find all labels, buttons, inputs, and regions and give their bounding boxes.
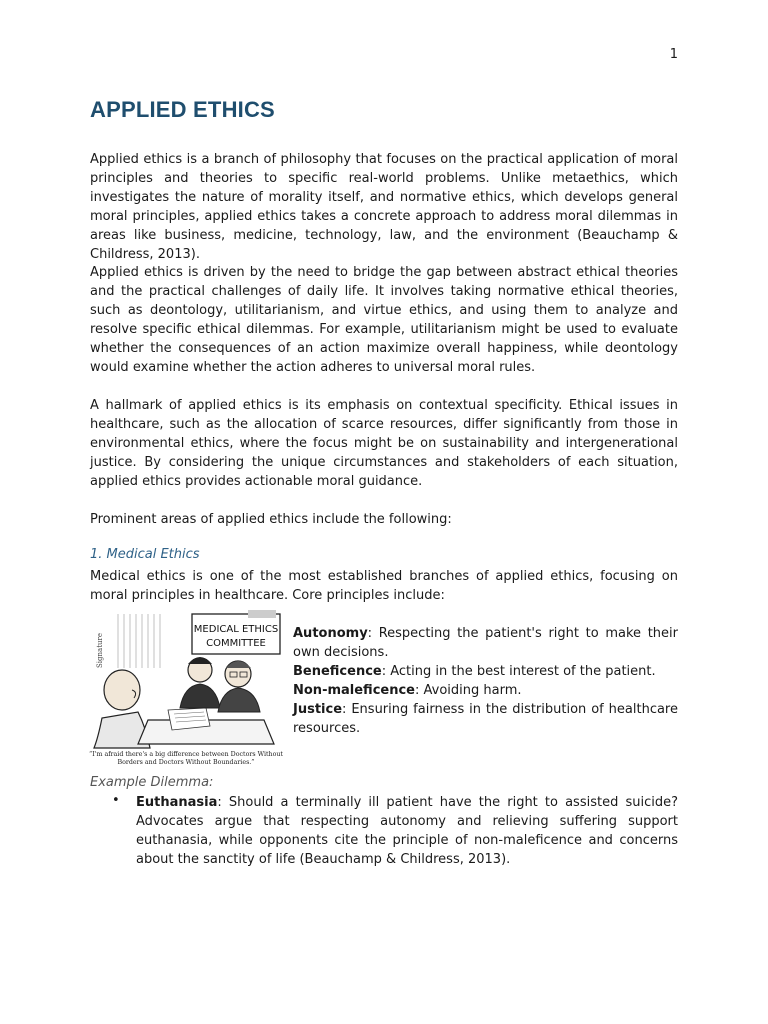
paragraph-theory-bridge: Applied ethics is driven by the need to bridge the gap between abstract ethical theories and the practical challenges of daily life. It involves taking normative ethical theories, such as deontology, utilitarianism, and virtue ethics, and using them to analyze and resolve specific ethical dilemmas. For example, utilitarianism might be used to evaluate whether the consequences of an action maximize overall happiness, while deontology would examine whether the action adheres to universal moral rules. xyxy=(90,265,678,375)
example-dilemma-label: Example Dilemma: xyxy=(90,775,214,790)
principle-autonomy: Autonomy: Respecting the patient's right to make their own decisions. xyxy=(293,626,678,660)
paragraph-areas: Prominent areas of applied ethics include the following: xyxy=(90,512,452,527)
cartoon-illustration xyxy=(88,608,284,770)
core-principles-list xyxy=(293,624,678,738)
cartoon-caption-1: “I'm afraid there's a big difference between Doctors Without xyxy=(89,751,283,758)
paragraph-intro: Applied ethics is a branch of philosophy that focuses on the practical application of moral principles and theories to specific real-world problems. Unlike metaethics, which investigates the nature of morality itself, and normative ethics, which develops general moral principles, applied ethics takes a concrete approach to address moral dilemmas in areas like business, medicine, technology, law, and the environment (Beauchamp & Childress, 2013). xyxy=(90,152,678,262)
principle-beneficence: Beneficence: Acting in the best interest of the patient. xyxy=(293,664,656,679)
section-intro: Medical ethics is one of the most established branches of applied ethics, focusing on moral principles in healthcare. Core principles include: xyxy=(90,569,678,603)
bullet-icon: • xyxy=(112,793,120,808)
example-euthanasia: Euthanasia: Should a terminally ill patient have the right to assisted suicide? Advocates argue that respecting autonomy and relieving suffering support euthanasia, while opponents cite the principle of non-maleficence and concerns about the sanctity of life (Beauchamp & Childress, 2013). xyxy=(136,795,678,867)
sign-line-1: MEDICAL ETHICS xyxy=(193,624,279,635)
principle-justice: Justice: Ensuring fairness in the distribution of healthcare resources. xyxy=(293,702,678,736)
section-heading: 1. Medical Ethics xyxy=(90,547,200,562)
sign-line-2: COMMITTEE xyxy=(206,638,266,649)
svg-text:Signature: Signature xyxy=(96,632,104,668)
principle-non-maleficence: Non-maleficence: Avoiding harm. xyxy=(293,683,522,698)
paragraph-context: A hallmark of applied ethics is its emphasis on contextual specificity. Ethical issues in healthcare, such as the allocation of scarce resources, differ significantly from those in environmental ethics, where the focus might be on sustainability and intergenerational justice. By considering the unique circumstances and stakeholders of each situation, applied ethics provides actionable moral guidance. xyxy=(90,398,678,489)
page-number: 1 xyxy=(669,47,678,62)
cartoon-caption-2: Borders and Doctors Without Boundaries.” xyxy=(117,759,255,766)
page-title: APPLIED ETHICS xyxy=(90,97,275,122)
